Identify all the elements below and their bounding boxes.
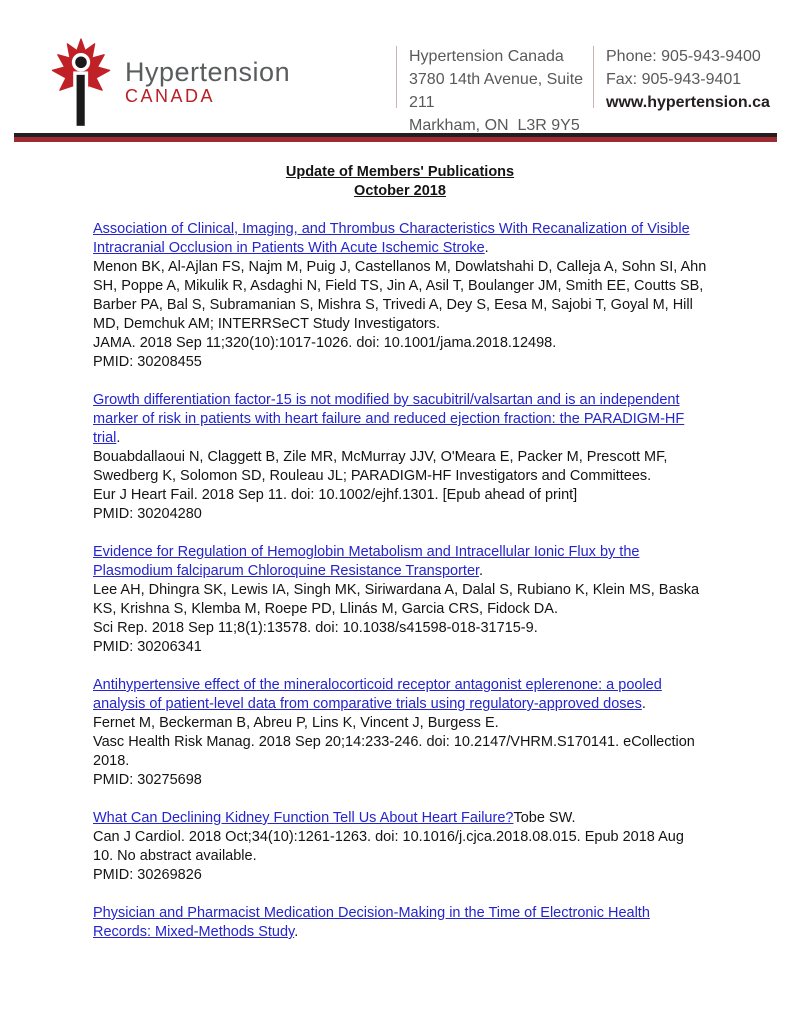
maple-leaf-person-icon (47, 36, 115, 132)
title-suffix: . (294, 924, 299, 940)
publication-entry (93, 904, 707, 942)
address-city: Markham, ON L3R 9Y5 (409, 117, 580, 134)
publication-title-line (93, 391, 707, 448)
publication-authors-inline: Tobe SW. (513, 810, 576, 826)
publication-entry (93, 391, 707, 524)
publication-authors: Bouabdallaoui N, Claggett B, Zile MR, McMurray JJV, O'Meara E, Packer M, Prescott MF, Swedberg K, Solomon SD, Rouleau JL; PARADIGM-HF Investigators and Committees. (93, 449, 668, 484)
contact-phone: Phone: 905-943-9400 (606, 48, 761, 65)
publication-citation: Sci Rep. 2018 Sep 11;8(1):13578. doi: 10.1038/s41598-018-31715-9. (93, 620, 538, 636)
address-street: 3780 14th Avenue, Suite 211 (409, 71, 584, 111)
publication-entry (93, 676, 707, 790)
title-suffix: . (484, 240, 489, 256)
title-suffix: . (116, 430, 121, 446)
publication-authors: Lee AH, Dhingra SK, Lewis IA, Singh MK, Siriwardana A, Dalal S, Rubiano K, Klein MS, Baska KS, Krishna S, Klemba M, Roepe PD, Llinás M, Garcia CRS, Fidock DA. (93, 582, 700, 617)
publication-title-link[interactable]: Physician and Pharmacist Medication Decision-Making in the Time of Electronic Health Records: Mixed-Methods Study (93, 905, 650, 940)
publication-pmid: PMID: 30269826 (93, 867, 202, 883)
publication-citation: Vasc Health Risk Manag. 2018 Sep 20;14:233-246. doi: 10.2147/VHRM.S170141. eCollection 2018. (93, 734, 695, 769)
title-suffix: . (479, 563, 484, 579)
publication-pmid: PMID: 30204280 (93, 506, 202, 522)
publication-title-line (93, 543, 707, 581)
publication-title-line (93, 904, 707, 942)
publication-title-line (93, 220, 707, 258)
page-header (0, 0, 791, 133)
publication-title-line (93, 809, 707, 828)
publication-entry (93, 543, 707, 657)
website-link[interactable]: www.hypertension.ca (606, 94, 770, 111)
publication-title-link[interactable]: Antihypertensive effect of the mineralocorticoid receptor antagonist eplerenone: a pooled analysis of patient-level data from comparative trials using regulatory-approved doses (93, 677, 662, 712)
logo-wordmark-main: Hypertension (125, 57, 291, 87)
publication-entry (93, 220, 707, 372)
publication-entry (93, 809, 707, 885)
document-title-line1: Update of Members' Publications (285, 164, 515, 180)
publication-title-link[interactable]: What Can Declining Kidney Function Tell Us About Heart Failure? (93, 810, 514, 826)
hypertension-canada-logo (47, 36, 396, 132)
publication-authors: Menon BK, Al-Ajlan FS, Najm M, Puig J, Castellanos M, Dowlatshahi D, Calleja A, Sohn SI, Ahn SH, Poppe A, Mikulik R, Asdaghi N, Field TS, Jin A, Asil T, Boulanger JM, Smith EE, Coutts SB, Barber PA, Bal S, Subramanian S, Mishra S, Trivedi A, Dey S, Eesa M, Sajobi T, Goyal M, Hill MD, Demchuk AM; INTERRSeCT Study Investigators. (93, 259, 707, 332)
document-title (93, 163, 707, 201)
logo-wordmark-sub: CANADA (125, 86, 216, 106)
logo-wordmark (125, 58, 290, 106)
document-body (93, 163, 707, 942)
publication-title-link[interactable]: Evidence for Regulation of Hemoglobin Metabolism and Intracellular Ionic Flux by the Plasmodium falciparum Chloroquine Resistance Transporter (93, 544, 640, 579)
publication-title-line (93, 676, 707, 714)
publication-citation: Can J Cardiol. 2018 Oct;34(10):1261-1263. doi: 10.1016/j.cjca.2018.08.015. Epub 2018 Aug 10. No abstract available. (93, 829, 684, 864)
publication-pmid: PMID: 30275698 (93, 772, 202, 788)
publication-citation: JAMA. 2018 Sep 11;320(10):1017-1026. doi: 10.1001/jama.2018.12498. (93, 335, 557, 351)
header-contact (594, 45, 770, 114)
publication-pmid: PMID: 30206341 (93, 639, 202, 655)
publication-title-link[interactable]: Association of Clinical, Imaging, and Thrombus Characteristics With Recanalization of Visible Intracranial Occlusion in Patients With Acute Ischemic Stroke (93, 221, 690, 256)
publication-title-link[interactable]: Growth differentiation factor-15 is not modified by sacubitril/valsartan and is an independent marker of risk in patients with heart failure and reduced ejection fraction: the PARADIGM-HF trial (93, 392, 685, 446)
document-title-line2: October 2018 (354, 183, 446, 199)
publication-citation: Eur J Heart Fail. 2018 Sep 11. doi: 10.1002/ejhf.1301. [Epub ahead of print] (93, 487, 578, 503)
title-suffix: . (641, 696, 646, 712)
contact-fax: Fax: 905-943-9401 (606, 71, 742, 88)
address-org: Hypertension Canada (409, 48, 564, 65)
header-rule (14, 133, 777, 142)
header-address (397, 45, 593, 137)
publication-pmid: PMID: 30208455 (93, 354, 202, 370)
publication-authors: Fernet M, Beckerman B, Abreu P, Lins K, Vincent J, Burgess E. (93, 715, 499, 731)
